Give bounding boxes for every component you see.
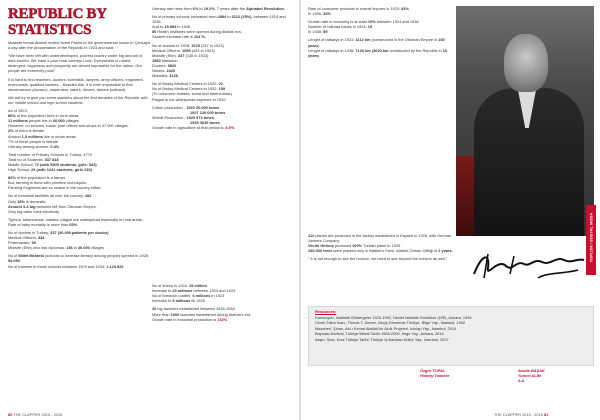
portrait-head [504,34,548,92]
column-left [8,6,150,272]
factory-stats: 26 big factories established between 1926-1938 More than 1000 factories established during Atatürk's era Growth rate in industrial production is 152% [152,306,251,322]
literacy-rate: Literacy rate rises from 6% to 19.2%, 7 years after the Alphabet Revolution. [152,6,286,11]
primary-schools: No of primary schools increased from 4894 to 6112 (25%), between 1924 and 1936, And to 15.893 in 1946 80 Health Institutes were opened during Atatürk era. Student increase rate is 114 %. [152,14,286,40]
footer-left: 80 THE CLAPPER 2015 - 2016 [8,412,63,417]
statistics-intro: We will try to give you some statistics about the first decades of the Republic with our middle school and high school students. [8,94,148,105]
spacer [308,61,454,233]
page-gutter [299,0,301,420]
ataturk-portrait-photo [456,6,594,236]
resource-item: Akşin, Sina, Kısa Türkiye Tarihi, Türkiye İş Bankası Kültür Yay., İstanbul, 2007 [315,336,449,342]
page-title: REPUBLIC BY STATISTICS [8,6,107,38]
ataturk-signature [468,248,588,282]
stats-1923: As of 1923, 80% of the population lives in rural areas. 11 millions people live in 40.000 villages. However, no schools, roads, post offices and shops in 37.000 villages. 2% of them is literate Around 1,5 millions live in urban areas 7% of these people is literate Literacy among women: 0.4% [8,108,129,149]
import-stats: Rate of consumer products in overall imports in 1923: 81% In 1936: 36% [308,6,410,17]
section-side-tab: TOPLUM / SOSYAL MODA [586,205,596,275]
doctors-1928: No of doctors in 1928: 1078 (337 in 1923) Medical Officers: 1059 (434 in 1923) Midwife (Ebe): 337 (136 in 1923) 1960 statistics: Doctors: 9820 Nurses: 2420 Midwifes: 3126 [152,42,224,79]
column-middle [152,6,295,325]
agriculture-production: Cotton production - 1920 20.000 tones 1927 120.000 tones Wheat Production - 1923 972 tones 1939 3636 tones Growth rate in agriculture at that period is: 8.9% [152,104,235,130]
railway-stats: Lenght of railways in 1923: 4112 km (constructed in the Ottoman Empire in 150 years) Lenght of railways in 1938: 7126 km (3020 km constructed by the Republic in 10 years) [308,37,448,58]
resources-title: Resources: [315,309,337,314]
stats-schools: Total number of Primary Schools in Turkey: 4770 Total no of Students: 337 818 Middle School: 72 (with 5905 students, girls: 543) High School: 23 (with 1241 students, girls 230) [8,151,97,173]
economy-growth: Growth rate in economy is at least 10% between 1924 and 1938 Number of railroad banks in 1924: 19 In 1938: 89 [308,19,419,35]
shortages-text: It is hard to find teachers, doctors, scientists, lawyers, army officers, engineers, economists, qualified farmers... Besides this, it is even impossible to find stonemasons (duvarcı), carpenters, tailors, drivers, farriers (nalbant). [8,76,144,92]
quote-ataturk: "We have been left with underdeveloped, poorest country under big amount of dept burden. We have a poor rural country! Look. Everywhere is ruined, destroyed; happiness and prosperity are almost impossible for the nation. Our people are extremely poor!" [8,53,143,74]
author-students: Asude BAŞAK Tuncel ALIM 4-A [518,368,545,383]
column-right [308,6,454,264]
resource-item: Mazaheri, Şinan, Akl-ı Kemal Atatürk'ün Akıllı Projeleri, İnkılap Yay., İstanbul, 2014 [315,325,457,331]
resources-box [308,306,594,366]
stats-literacy-schools: No of Millet Mektebi (schools to increase literacy among people) opened in 1928: 54.050 No of trainees in those schools between 1929 and 1934: 1.124.926 [8,253,150,269]
resource-item: Kamuoyon, İstatistik Göstergeler 1923-1992, Devlet İstatistik Enstitüsü (DİE), Ankara, 1994 [315,314,472,320]
spacer [152,133,295,283]
horizon-quote: " It is not enough to see the horizon, we need to see beyond the horizon as well." [308,256,448,262]
author-teacher: Özgür TOPAL History Teacher [420,368,450,378]
footer-right: THE CLAPPER 2015 - 2016 81 [494,412,549,417]
medical-centers: No of Boday Medical Centers in 1922: 22 No of Boday Medical Centers in 1932: 159 (To overcome malaria, soma and tuberculosis) Plague is not widespread anymore in 1932. [152,81,232,102]
stats-farming: 82% of the population is a farmer. But, farming is done with primitive techniques, Farming Engineers are so scarce in the country either. [8,175,102,191]
stats-health: Typhus, tuberculosis, malaria, plague are widespread especially in rural areas. Rate of baby mortality is more than 60% [8,216,143,227]
resource-item: Baysdav,Kadival, Türkiye İktisat Tarihi 1908-2009, İmge Yay., Ankara, 2014 [315,331,444,337]
stats-doctors: No of doctors in Turkey: 337 (30.000 patients per doctor) Medical Officers: 334 Pharmacists: 60 Midwife (Ebe) who has diplomas: 136 in 40.000 villages [8,230,109,251]
livestock-stats: No of sheep in 1924: 15 million Increase to 23 millions between 1923 and 1929 No of livestock (cattle): 6 millions in 1923 Increase to 9 millions till 1929 [152,283,236,304]
resource-item: Cemil Sıtkılı İnanı, Tümok T. Ahmet, Geçiş Dönemde Türkiye, Bilge Yay., İstanbul, 1992 [315,320,466,326]
intro-text: Mustafa Kemal Atatürk invited Ismet Pasha to the governmental house in Çankaya a day after the proclamation of the Republic in 1923 and said: [8,40,150,51]
stats-industry: No of industrial facilities all over the country: 282 Only 15% is domestic. Around 3-4 big factories left from Ottoman Empire. Only big cities have electricity. [8,193,97,214]
planes-text: 112 planes are produced in the factory established in Kayseri in 1926, with German Junkers Company. Vecihi Hürkuş produced 100% Turkish plane in 1925. 150.000 trees were planted only in Atatürk's Farm, Atatürk Orman Çiftliği in 2 years. [308,232,453,254]
